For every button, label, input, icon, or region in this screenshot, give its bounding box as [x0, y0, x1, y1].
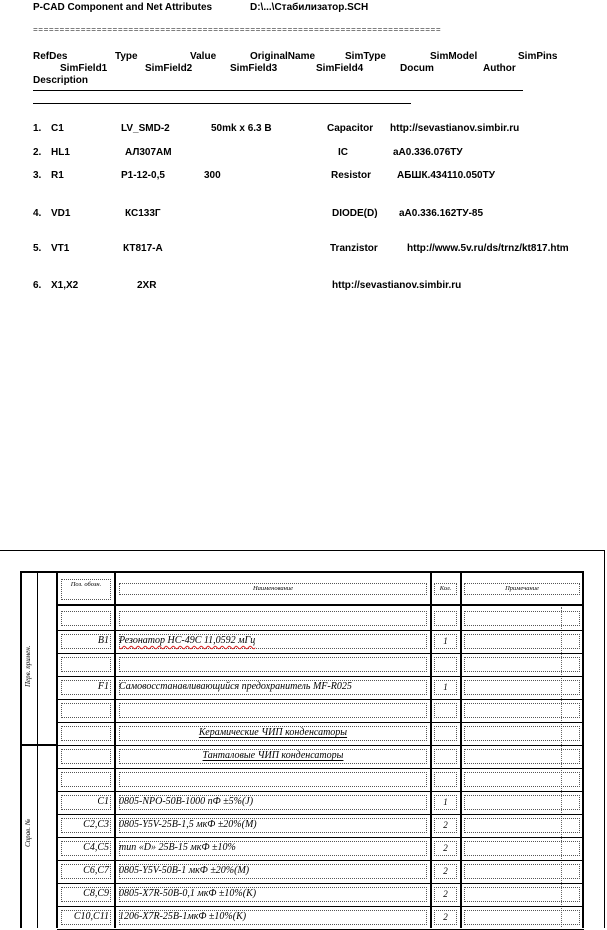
row-docum: http://www.5v.ru/ds/trnz/kt817.htm	[407, 243, 569, 254]
cell-qty: 2	[443, 912, 448, 922]
row-type: 2XR	[137, 280, 157, 291]
hdr-simtype: SimType	[345, 51, 386, 62]
cell-pos: C8,C9	[83, 888, 109, 899]
report-path: D:\...\Стабилизатор.SCH	[250, 2, 369, 13]
hdr-type: Type	[115, 51, 138, 62]
cell-name: 0805-NPO-50B-1000 пФ ±5%(J)	[119, 796, 254, 807]
cell-box	[434, 703, 457, 718]
cell-qty: 2	[443, 843, 448, 853]
row-num: 6.	[33, 280, 42, 291]
report-title: P-CAD Component and Net Attributes	[33, 2, 213, 13]
hdr-simfield2: SimField2	[145, 63, 193, 74]
row-ref: C1	[51, 123, 64, 134]
hdr-simfield3: SimField3	[230, 63, 278, 74]
cell-box	[61, 726, 111, 741]
row-simtype: IC	[338, 147, 348, 158]
row-num: 3.	[33, 170, 42, 181]
cell-box	[464, 864, 580, 879]
row-num: 1.	[33, 123, 42, 134]
cell-box	[464, 910, 580, 925]
cell-box	[434, 772, 457, 787]
cell-pos: C6,C7	[83, 865, 109, 876]
row-divider	[57, 699, 584, 700]
cell-qty: 2	[443, 820, 448, 830]
hdr-simfield1: SimField1	[60, 63, 108, 74]
hdr-simmodel: SimModel	[430, 51, 478, 62]
page-border	[604, 550, 605, 928]
cell-box	[434, 749, 457, 764]
cell-box	[464, 726, 580, 741]
cell-box	[464, 841, 580, 856]
row-type: LV_SMD-2	[121, 123, 170, 134]
row-simtype: Tranzistor	[330, 243, 378, 254]
cell-pos: C1	[97, 796, 109, 807]
row-ref: R1	[51, 170, 64, 181]
cell-box	[434, 726, 457, 741]
row-divider	[57, 676, 584, 677]
form-border-right	[582, 571, 584, 928]
row-simtype: DIODE(D)	[332, 208, 378, 219]
cell-box	[464, 795, 580, 810]
cell-box	[464, 634, 580, 649]
col-header-name: Наименование	[252, 585, 294, 592]
cell-name: 0805-Y5V-25B-1,5 мкФ ±20%(M)	[119, 819, 257, 830]
cell-box	[119, 611, 427, 626]
spec-sheet	[0, 547, 607, 928]
row-divider	[57, 814, 584, 815]
row-divider	[57, 791, 584, 792]
cell-pos: C10,C11	[73, 911, 109, 922]
col-divider	[114, 571, 116, 928]
row-divider	[57, 745, 584, 746]
cell-pos: B1	[97, 635, 109, 646]
cell-name: Керамические ЧИП конденсаторы	[198, 727, 348, 738]
row-divider	[57, 653, 584, 654]
cell-box	[464, 887, 580, 902]
cell-qty: 1	[443, 682, 448, 692]
cell-box	[464, 680, 580, 695]
row-divider	[57, 860, 584, 861]
cell-qty: 2	[443, 866, 448, 876]
row-value: 50mk x 6.3 B	[211, 123, 272, 134]
col-divider	[460, 571, 462, 928]
cell-qty: 2	[443, 889, 448, 899]
row-divider	[57, 883, 584, 884]
row-type: КС133Г	[125, 208, 161, 219]
cell-box	[61, 611, 111, 626]
cell-box	[464, 772, 580, 787]
cell-qty: 1	[443, 636, 448, 646]
cell-box	[119, 772, 427, 787]
hdr-originalname: OriginalName	[250, 51, 316, 62]
row-docum: аА0.336.162ТУ-85	[399, 208, 484, 219]
cell-name: 0805-X7R-50B-0,1 мкФ ±10%(K)	[119, 888, 257, 899]
row-ref: HL1	[51, 147, 70, 158]
cell-pos: F1	[97, 681, 109, 692]
row-divider	[57, 837, 584, 838]
form-border-left	[20, 571, 22, 928]
row-ref: X1,X2	[51, 280, 79, 291]
row-type: АЛ307АМ	[125, 147, 172, 158]
cell-name: тип «D» 25В-15 мкФ ±10%	[119, 842, 236, 853]
hdr-value: Value	[190, 51, 217, 62]
header-divider	[57, 604, 584, 606]
underline-row	[33, 103, 411, 104]
cell-box	[464, 657, 580, 672]
cell-box	[61, 772, 111, 787]
cell-box	[464, 703, 580, 718]
side-label-first-use: Перв. примен.	[24, 645, 32, 687]
cell-pos: C2,C3	[83, 819, 109, 830]
row-value: 300	[204, 170, 221, 181]
separator-line: =============================================================================	[33, 26, 442, 35]
note-guide	[561, 607, 562, 927]
hdr-description: Description	[33, 75, 89, 86]
form-border-top	[20, 571, 584, 573]
cell-box	[61, 749, 111, 764]
hdr-docum: Docum	[400, 63, 434, 74]
cell-box	[434, 657, 457, 672]
cell-box	[464, 818, 580, 833]
row-divider	[57, 768, 584, 769]
col-header-qty: Кол.	[439, 585, 452, 592]
hdr-author: Author	[483, 63, 516, 74]
cell-box	[119, 703, 427, 718]
row-docum: http://sevastianov.simbir.ru	[390, 123, 520, 134]
row-docum: аА0.336.076ТУ	[393, 147, 463, 158]
cell-name: 0805-Y5V-50B-1 мкФ ±20%(M)	[119, 865, 250, 876]
cell-box	[119, 657, 427, 672]
cell-box	[61, 657, 111, 672]
row-num: 4.	[33, 208, 42, 219]
row-divider	[57, 630, 584, 631]
side-divider	[37, 571, 38, 928]
cell-pos: C4,C5	[83, 842, 109, 853]
row-num: 5.	[33, 243, 42, 254]
row-num: 2.	[33, 147, 42, 158]
side-divider	[56, 571, 58, 928]
row-type: Р1-12-0,5	[121, 170, 165, 181]
row-ref: VT1	[51, 243, 70, 254]
cell-name: Резонатор НС-49С 11,0592 мГц	[119, 635, 256, 646]
row-simtype: Resistor	[331, 170, 372, 181]
cell-box	[61, 703, 111, 718]
row-divider	[57, 722, 584, 723]
cell-box	[434, 611, 457, 626]
hdr-refdes: RefDes	[33, 51, 68, 62]
side-label-ref-no: Справ. №	[24, 818, 32, 847]
hdr-simfield4: SimField4	[316, 63, 364, 74]
col-header-note: Примечание	[505, 585, 539, 592]
row-docum: http://sevastianov.simbir.ru	[332, 280, 462, 291]
row-docum: АБШК.434110.050ТУ	[397, 170, 495, 181]
cell-name: Танталовые ЧИП конденсаторы	[202, 750, 344, 761]
cell-qty: 1	[443, 797, 448, 807]
page-border	[0, 550, 605, 551]
side-divider	[20, 744, 57, 746]
row-type: КТ817-А	[123, 243, 163, 254]
cell-name: 1206-X7R-25B-1мкФ ±10%(K)	[119, 911, 247, 922]
row-simtype: Capacitor	[327, 123, 374, 134]
cell-name: Самовосстанавливающийся предохранитель MF-R025	[119, 681, 352, 692]
col-header-pos: Поз. обозн.	[70, 581, 102, 588]
col-divider	[430, 571, 432, 928]
row-divider	[57, 906, 584, 907]
cell-box	[464, 749, 580, 764]
underline-row	[33, 90, 523, 91]
hdr-simpins: SimPins	[518, 51, 558, 62]
row-ref: VD1	[51, 208, 71, 219]
cell-box	[464, 611, 580, 626]
